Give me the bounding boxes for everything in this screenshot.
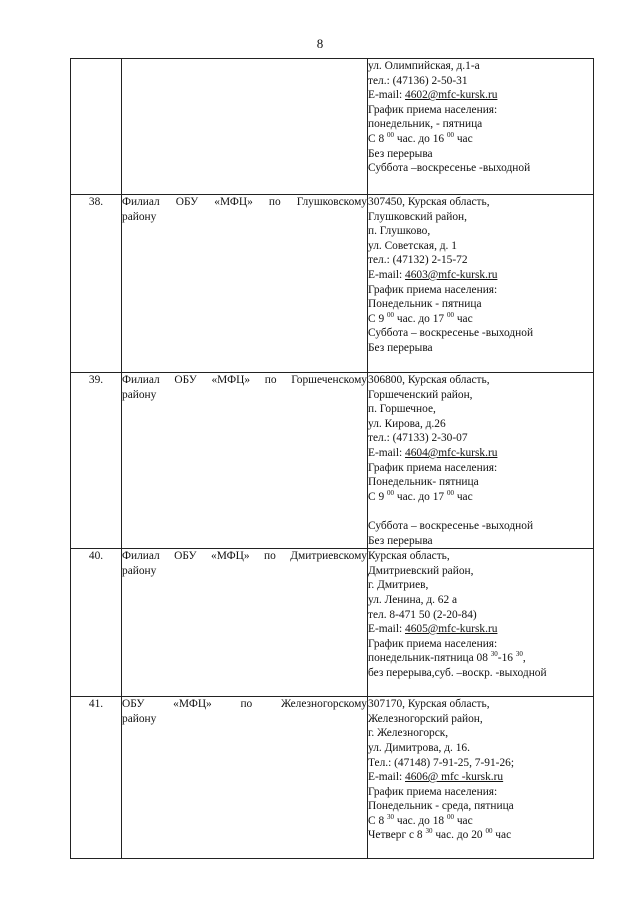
branch-name-line1: Филиал ОБУ «МФЦ» по Глушковскому (122, 196, 367, 208)
branch-name-line1: Филиал ОБУ «МФЦ» по Горшеченскому (122, 374, 367, 386)
email-line (368, 88, 593, 103)
row-number-cell (71, 549, 122, 697)
email-line (368, 268, 593, 283)
contact-line: г. Дмитриев, (368, 579, 429, 592)
email-line (368, 770, 593, 785)
schedule-hours-line (368, 490, 593, 505)
row-number-cell (71, 697, 122, 859)
minutes-superscript: 00 (446, 310, 454, 319)
email-line (368, 622, 593, 637)
contact-line: Без перерыва (368, 147, 433, 160)
branch-contact-cell (368, 373, 594, 549)
branch-name-cell (122, 697, 368, 859)
contact-line: График приема населения: (368, 637, 498, 650)
hours-text: час. до 17 (394, 312, 447, 325)
minutes-superscript: 00 (446, 488, 454, 497)
contact-line: ул. Олимпийская, д.1-а (368, 60, 480, 72)
contact-line: Дмитриевский район, (368, 564, 474, 577)
row-number: 41. (88, 698, 104, 711)
branch-contact-cell (368, 549, 594, 697)
hours-text: понедельник-пятница 08 (368, 652, 491, 665)
hours-text: час. до 18 (394, 814, 447, 827)
branch-contact-cell (368, 195, 594, 373)
contact-line: Курская область, (368, 550, 450, 563)
email-label: E-mail: (368, 623, 406, 636)
hours-text: , (522, 652, 526, 665)
contact-line: 307170, Курская область, (368, 698, 490, 711)
hours-text: С 9 (368, 490, 387, 503)
minutes-superscript: 30 (515, 650, 523, 659)
contact-line: без перерыва,суб. –воскр. -выходной (368, 666, 547, 679)
branch-name-cell (122, 373, 368, 549)
schedule-hours-line (368, 312, 593, 327)
contact-line: Железногорский район, (368, 712, 483, 725)
hours-text: час. до 20 (432, 829, 486, 842)
minutes-superscript: 00 (387, 130, 394, 139)
table-row (71, 59, 594, 195)
email-link[interactable]: 4605@mfc-kursk.ru (405, 623, 498, 636)
contact-line: Понедельник- пятница (368, 476, 479, 489)
branch-name-line2: району (122, 210, 157, 223)
contact-line: ул. Советская, д. 1 (368, 239, 457, 252)
table-row (71, 697, 594, 859)
branch-contact-cell (368, 59, 594, 195)
page-number: 8 (316, 36, 324, 51)
contact-line: График приема населения: (368, 461, 498, 474)
contact-line: г. Железногорск, (368, 727, 449, 740)
hours-text: час (453, 132, 473, 145)
row-number: 38. (88, 196, 104, 208)
hours-text: час. до 17 (394, 490, 447, 503)
branch-contact-cell (368, 697, 594, 859)
contact-line: Без перерыва (368, 341, 433, 354)
schedule-hours-line (368, 828, 593, 843)
contact-line: Без перерыва (368, 534, 433, 547)
hours-text: С 8 (368, 132, 387, 145)
minutes-superscript: 00 (446, 812, 454, 821)
branch-name-cell (122, 195, 368, 373)
contact-line: Суббота –воскресенье -выходной (368, 162, 531, 175)
contact-line: 307450, Курская область, (368, 196, 490, 208)
branch-name-cell (122, 549, 368, 697)
schedule-hours-line (368, 814, 593, 829)
hours-text: час (453, 312, 473, 325)
contact-line: п. Горшечное, (368, 403, 436, 416)
minutes-superscript: 30 (490, 650, 498, 659)
hours-text: Четверг с 8 (368, 829, 426, 842)
contact-line: Понедельник - пятница (368, 298, 482, 311)
minutes-superscript: 30 (425, 827, 433, 836)
contact-line: Понедельник - среда, пятница (368, 800, 514, 813)
minutes-superscript: 00 (446, 130, 454, 139)
contact-line: тел.: (47133) 2-30-07 (368, 432, 468, 445)
contact-line: Суббота – воскресенье -выходной (368, 519, 534, 532)
row-number-cell (71, 373, 122, 549)
email-line (368, 446, 593, 461)
table-row (71, 373, 594, 549)
branch-name-line1: ОБУ «МФЦ» по Железногорскому (122, 698, 367, 711)
contact-line: Тел.: (47148) 7-91-25, 7-91-26; (368, 756, 515, 769)
row-number: 39. (88, 374, 104, 386)
minutes-superscript: 00 (387, 310, 394, 319)
contact-line: Суббота – воскресенье -выходной (368, 327, 534, 340)
contact-line: Горшеченский район, (368, 388, 473, 401)
schedule-hours-line (368, 651, 593, 666)
minutes-superscript: 00 (387, 488, 394, 497)
contact-line: 306800, Курская область, (368, 374, 490, 386)
contact-line: Глушковский район, (368, 210, 467, 223)
contact-line: тел.: (47136) 2-50-31 (368, 74, 468, 87)
mfc-branches-table (70, 58, 594, 859)
contact-line: тел. 8-471 50 (2-20-84) (368, 608, 477, 621)
row-number-cell (71, 59, 122, 195)
email-label: E-mail: (368, 268, 406, 281)
email-link[interactable]: 4602@mfc-kursk.ru (405, 89, 498, 102)
contact-line: ул. Димитрова, д. 16. (368, 741, 470, 754)
contact-line: ул. Кирова, д.26 (368, 417, 446, 430)
branch-name-line2: району (122, 712, 157, 725)
branch-name-cell (122, 59, 368, 195)
hours-text: час (492, 829, 512, 842)
branch-name-line2: району (122, 564, 157, 577)
row-number-cell (71, 195, 122, 373)
email-link[interactable]: 4604@mfc-kursk.ru (405, 446, 498, 459)
contact-line: График приема населения: (368, 785, 498, 798)
table-body (71, 59, 594, 859)
hours-text: -16 (497, 652, 516, 665)
hours-text: час (453, 490, 473, 503)
minutes-superscript: 30 (387, 812, 394, 821)
hours-text: час (453, 814, 473, 827)
contact-line: График приема населения: (368, 103, 498, 116)
contact-line: График приема населения: (368, 283, 498, 296)
email-label: E-mail: (368, 771, 406, 784)
email-label: E-mail: (368, 89, 406, 102)
hours-text: час. до 16 (394, 132, 447, 145)
contact-line: понедельник, - пятница (368, 118, 483, 131)
hours-text: С 9 (368, 312, 387, 325)
table-row (71, 549, 594, 697)
contact-line: тел.: (47132) 2-15-72 (368, 254, 468, 267)
contact-line: ул. Ленина, д. 62 а (368, 593, 458, 606)
minutes-superscript: 00 (485, 827, 493, 836)
blank-line (368, 504, 593, 519)
schedule-hours-line (368, 132, 593, 147)
branch-name-line2: району (122, 388, 157, 401)
branch-name-line1: Филиал ОБУ «МФЦ» по Дмитриевскому (122, 550, 367, 563)
row-number: 40. (88, 550, 104, 563)
email-label: E-mail: (368, 446, 406, 459)
email-link[interactable]: 4603@mfc-kursk.ru (405, 268, 498, 281)
table-row (71, 195, 594, 373)
hours-text: С 8 (368, 814, 387, 827)
email-link[interactable]: 4606@ mfc -kursk.ru (405, 771, 504, 784)
contact-line: п. Глушково, (368, 225, 431, 238)
